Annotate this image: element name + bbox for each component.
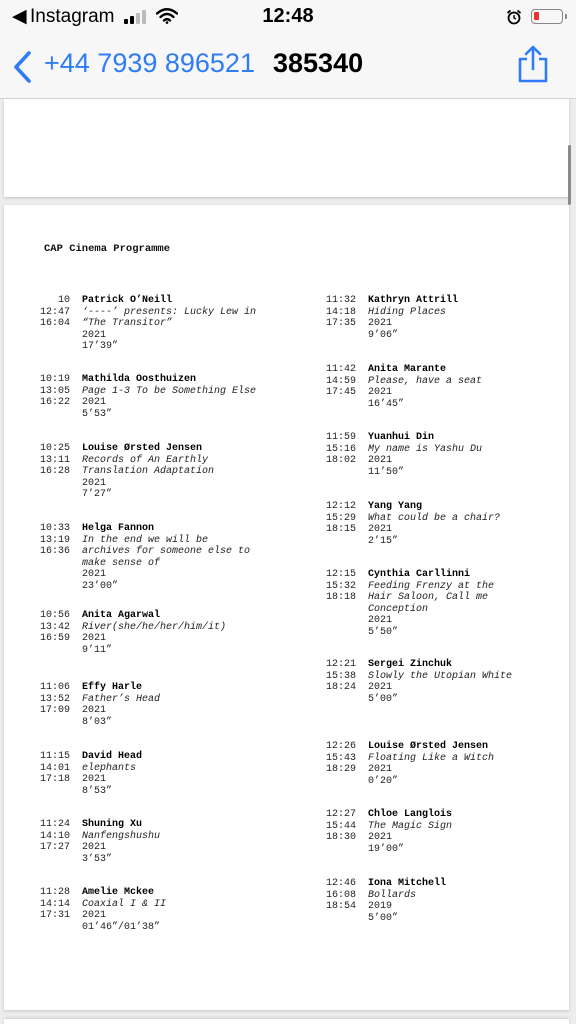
work-year: 2021: [82, 329, 107, 341]
screening-time: 10: [57, 295, 70, 306]
screening-time: 18:18: [325, 592, 356, 603]
back-button-phone-number[interactable]: +44 7939 896521: [44, 48, 255, 78]
screening-time: 12:12: [325, 501, 356, 512]
work-duration: 8’03”: [82, 716, 113, 728]
entry-details: [82, 295, 282, 353]
share-icon[interactable]: [515, 44, 551, 84]
entry-details: [368, 741, 568, 787]
work-year: 2021: [82, 633, 107, 644]
screening-times: [30, 295, 70, 330]
screening-time: 15:43: [325, 752, 356, 764]
screening-time: 12:26: [325, 741, 356, 752]
screening-times: [30, 819, 70, 854]
work-duration: 17’39”: [82, 341, 119, 352]
entry-details: [82, 374, 282, 420]
work-year: 2021: [368, 387, 393, 398]
artist-name: Louise Ørsted Jensen: [82, 443, 203, 454]
entry-details: [368, 364, 568, 410]
screening-time: 17:09: [39, 705, 70, 716]
alarm-clock-icon: [506, 9, 522, 25]
work-year: 2021: [368, 455, 393, 466]
work-title: Please, have a seat: [368, 375, 483, 387]
artist-name: Louise Ørsted Jensen: [368, 741, 489, 752]
back-triangle-icon[interactable]: ◀: [12, 6, 27, 27]
entry-details: [82, 443, 282, 501]
artist-name: Chloe Langlois: [368, 809, 453, 820]
work-duration: 5’53”: [82, 408, 113, 420]
work-year: 2021: [82, 569, 107, 580]
screening-time: 12:47: [39, 306, 70, 318]
work-year: 2021: [82, 774, 107, 785]
artist-name: Effy Harle: [82, 682, 143, 693]
artist-name: Mathilda Oosthuizen: [82, 374, 197, 385]
work-year: 2021: [82, 477, 107, 489]
screening-time: 18:30: [325, 832, 356, 843]
artist-name: Cynthia Carllinni: [368, 569, 471, 580]
screening-time: 18:54: [325, 901, 356, 912]
work-duration: 0’20”: [368, 775, 399, 787]
screening-times: [316, 878, 356, 913]
screening-time: 14:14: [39, 898, 70, 910]
screening-time: 12:21: [325, 659, 356, 670]
screening-time: 13:19: [39, 534, 70, 546]
work-title: elephants: [82, 762, 137, 774]
screening-time: 13:11: [39, 454, 70, 466]
artist-name: Sergei Zinchuk: [368, 659, 453, 670]
screening-times: [316, 432, 356, 467]
work-duration: 2’15”: [368, 535, 399, 547]
screening-times: [30, 523, 70, 558]
screening-times: [316, 659, 356, 694]
artist-name: Kathryn Attrill: [368, 295, 459, 306]
back-to-app-label[interactable]: Instagram: [30, 6, 115, 27]
work-year: 2021: [368, 318, 393, 329]
work-title: Records of An Earthly: [82, 454, 209, 466]
screening-time: 18:02: [325, 455, 356, 466]
work-title: River(she/he/her/him/it): [82, 621, 227, 633]
work-title: Feeding Frenzy at the: [368, 580, 495, 592]
battery-low-icon: [531, 9, 563, 24]
work-year: 2021: [82, 910, 107, 921]
work-year: 2021: [368, 615, 393, 626]
screening-time: 13:52: [39, 693, 70, 705]
work-title: “The Transitor”: [82, 318, 173, 329]
work-title: Translation Adaptation: [82, 466, 215, 477]
screening-time: 14:01: [39, 762, 70, 774]
work-duration: 01’46”/01’38”: [82, 921, 161, 933]
screening-time: 11:28: [39, 887, 70, 898]
screening-times: [316, 741, 356, 776]
next-page: [4, 1019, 569, 1024]
screening-time: 11:15: [39, 751, 70, 762]
screening-time: 11:24: [39, 819, 70, 830]
screening-time: 11:59: [325, 432, 356, 443]
screening-times: [30, 682, 70, 717]
screening-time: 16:22: [39, 397, 70, 408]
artist-name: Yang Yang: [368, 501, 423, 512]
screening-time: 10:25: [39, 443, 70, 454]
entry-details: [368, 659, 568, 705]
work-year: 2021: [82, 842, 107, 853]
work-year: 2021: [368, 764, 393, 775]
screening-time: 16:04: [39, 318, 70, 329]
screening-time: 18:29: [325, 764, 356, 775]
work-year: 2019: [368, 901, 393, 912]
screening-time: 15:32: [325, 580, 356, 592]
screening-time: 15:29: [325, 512, 356, 524]
screening-time: 16:59: [39, 633, 70, 644]
screening-times: [316, 295, 356, 330]
screening-time: 10:19: [39, 374, 70, 385]
page-title: 385340: [273, 48, 364, 78]
screening-time: 13:42: [39, 621, 70, 633]
screening-time: 11:32: [325, 295, 356, 306]
screening-time: 16:36: [39, 546, 70, 557]
work-duration: 11’50”: [368, 466, 405, 478]
screening-time: 13:05: [39, 385, 70, 397]
work-title: Bollards: [368, 889, 417, 901]
artist-name: Iona Mitchell: [368, 878, 447, 889]
work-year: 2021: [82, 705, 107, 716]
work-year: 2021: [368, 832, 393, 843]
work-duration: 16’45”: [368, 398, 405, 410]
screening-time: 17:35: [325, 318, 356, 329]
screening-time: 11:42: [325, 364, 356, 375]
work-title: Hair Saloon, Call me: [368, 592, 489, 603]
work-duration: 7’27”: [82, 489, 113, 500]
clock-time: 12:48: [262, 5, 314, 27]
screening-time: 17:45: [325, 387, 356, 398]
artist-name: Anita Agarwal: [82, 610, 161, 621]
artist-name: Yuanhui Din: [368, 432, 435, 443]
screening-times: [30, 610, 70, 645]
work-title: archives for someone else to: [82, 546, 251, 557]
artist-name: Shuning Xu: [82, 819, 143, 830]
work-title: make sense of: [82, 557, 161, 569]
work-title: Father’s Head: [82, 693, 161, 705]
entry-details: [368, 501, 568, 547]
work-title: What could be a chair?: [368, 512, 501, 524]
entry-details: [82, 610, 282, 656]
work-duration: 3’53”: [82, 853, 113, 865]
screening-time: 15:44: [325, 820, 356, 832]
status-bar: [0, 0, 576, 34]
entry-details: [368, 295, 568, 341]
work-year: 2021: [368, 524, 393, 535]
screening-time: 12:27: [325, 809, 356, 820]
document-heading: CAP Cinema Programme: [44, 243, 171, 255]
screening-time: 14:10: [39, 830, 70, 842]
screening-time: 16:28: [39, 466, 70, 477]
work-duration: 19’00”: [368, 843, 405, 855]
entry-details: [82, 682, 282, 728]
work-title: ‘----’ presents: Lucky Lew in: [82, 306, 257, 318]
scrollbar[interactable]: [568, 145, 571, 205]
work-title: Slowly the Utopian White: [368, 670, 513, 682]
screening-time: 10:33: [39, 523, 70, 534]
screening-time: 16:08: [325, 889, 356, 901]
work-title: In the end we will be: [82, 534, 209, 546]
screening-time: 18:15: [325, 524, 356, 535]
screening-time: 12:46: [325, 878, 356, 889]
screening-times: [30, 374, 70, 409]
work-title: Coaxial I & II: [82, 898, 167, 910]
screening-time: 10:56: [39, 610, 70, 621]
screening-times: [316, 364, 356, 399]
entry-details: [82, 751, 282, 797]
entry-details: [82, 887, 282, 933]
screening-times: [316, 501, 356, 536]
artist-name: Anita Marante: [368, 364, 447, 375]
entry-details: [82, 819, 282, 865]
work-title: My name is Yashu Du: [368, 443, 483, 455]
screening-times: [316, 569, 356, 604]
entry-details: [368, 432, 568, 478]
work-duration: 5’00”: [368, 912, 399, 924]
screening-time: 14:59: [325, 375, 356, 387]
work-year: 2021: [368, 682, 393, 693]
screening-time: 17:27: [39, 842, 70, 853]
work-duration: 9’11”: [82, 644, 113, 656]
work-duration: 5’50”: [368, 626, 399, 638]
screening-time: 15:38: [325, 670, 356, 682]
work-title: Page 1-3 To be Something Else: [82, 385, 257, 397]
artist-name: David Head: [82, 751, 143, 762]
work-title: Nanfengshushu: [82, 830, 161, 842]
screening-times: [316, 809, 356, 844]
previous-page: [4, 99, 569, 197]
work-duration: 8’53”: [82, 785, 113, 797]
work-duration: 9’06”: [368, 329, 399, 341]
screening-time: 15:16: [325, 443, 356, 455]
chevron-left-icon[interactable]: [12, 50, 34, 84]
screening-times: [30, 751, 70, 786]
screening-time: 11:06: [39, 682, 70, 693]
screening-time: 17:18: [39, 774, 70, 785]
entry-details: [368, 878, 568, 924]
screening-time: 14:18: [325, 306, 356, 318]
work-title: Floating Like a Witch: [368, 752, 495, 764]
work-duration: 23’00”: [82, 580, 119, 592]
work-title: Conception: [368, 603, 429, 615]
entry-details: [82, 523, 282, 592]
work-title: The Magic Sign: [368, 820, 453, 832]
screening-times: [30, 443, 70, 478]
artist-name: Helga Fannon: [82, 523, 155, 534]
screening-time: 17:31: [39, 910, 70, 921]
navigation-bar: [0, 34, 576, 99]
entry-details: [368, 569, 568, 638]
work-title: Hiding Places: [368, 306, 447, 318]
document-viewer[interactable]: [0, 99, 576, 1024]
screening-time: 12:15: [325, 569, 356, 580]
work-year: 2021: [82, 397, 107, 408]
screening-time: 18:24: [325, 682, 356, 693]
work-duration: 5’00”: [368, 693, 399, 705]
entry-details: [368, 809, 568, 855]
artist-name: Patrick O’Neill: [82, 295, 173, 306]
artist-name: Amelie Mckee: [82, 887, 155, 898]
screening-times: [30, 887, 70, 922]
